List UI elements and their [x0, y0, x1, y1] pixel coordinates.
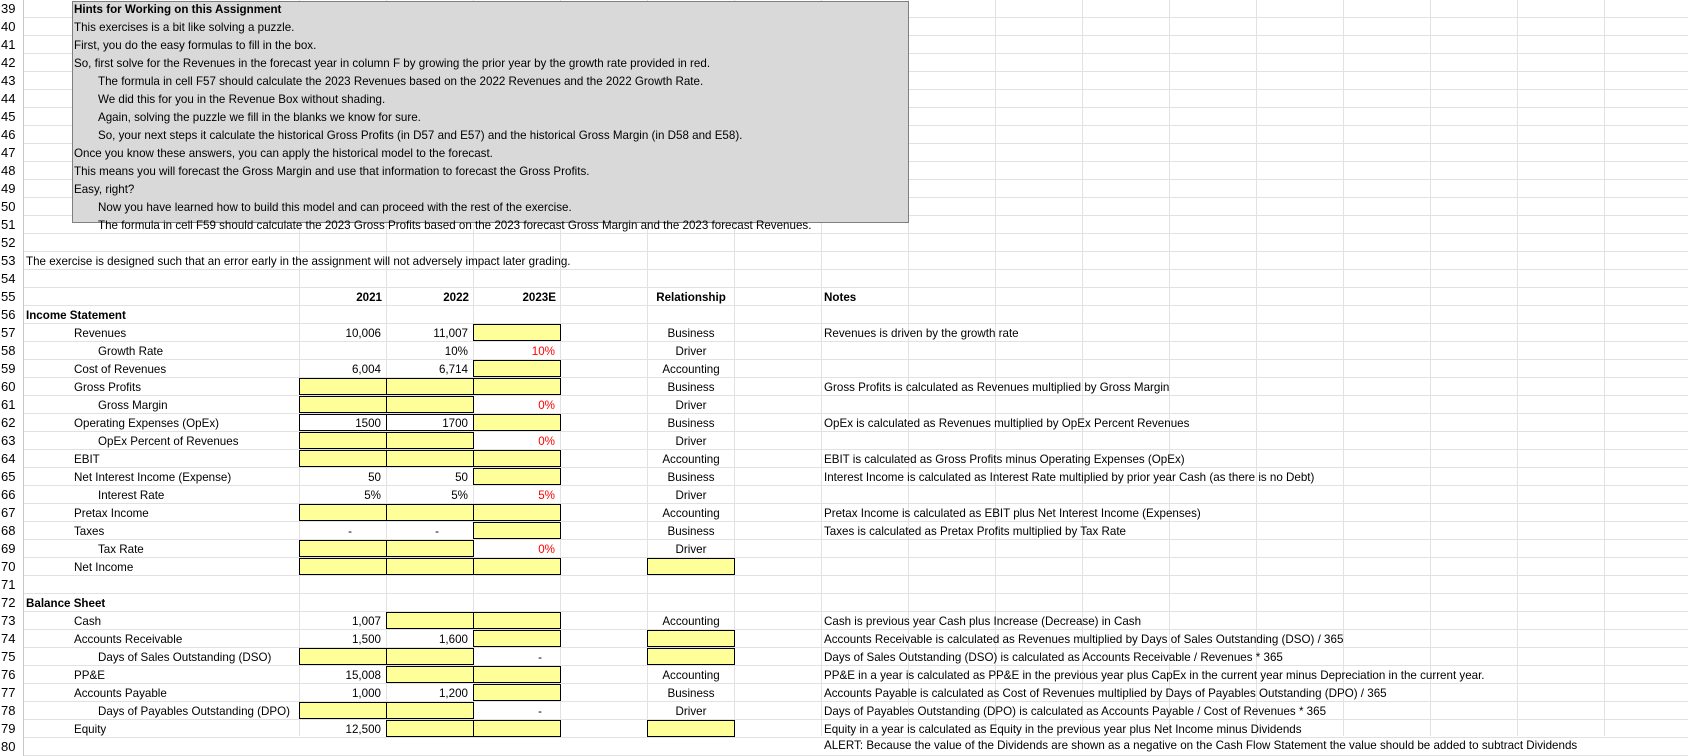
row-69[interactable]: [0, 540, 1688, 558]
row-header[interactable]: 78: [0, 702, 24, 720]
exercise-note[interactable]: The exercise is designed such that an error early in the assignment will not adversely impact later grading.: [26, 255, 571, 268]
note-62[interactable]: OpEx is calculated as Revenues multiplied by OpEx Percent Revenues: [824, 417, 1190, 430]
rel-65[interactable]: Business: [667, 471, 715, 484]
hints-title[interactable]: Hints for Working on this Assignment: [74, 3, 282, 16]
row-header[interactable]: 71: [0, 576, 24, 594]
cell-e68[interactable]: -: [435, 525, 439, 538]
rel-67[interactable]: Accounting: [662, 507, 720, 520]
input-e67[interactable]: [386, 504, 474, 521]
label-taxes[interactable]: Taxes: [74, 525, 105, 538]
note-64[interactable]: EBIT is calculated as Gross Profits minus Operating Expenses (OpEx): [824, 453, 1185, 466]
income-statement-title[interactable]: Income Statement: [26, 309, 126, 322]
rel-62[interactable]: Business: [667, 417, 715, 430]
hint-line[interactable]: The formula in cell F57 should calculate the 2023 Revenues based on the 2022 Revenues and the 2022 Growth Rate.: [98, 75, 704, 88]
hint-line[interactable]: This means you will forecast the Gross Margin and use that information to forecast the Gross Profits.: [74, 165, 590, 178]
row-header[interactable]: 66: [0, 486, 24, 504]
input-f70[interactable]: [473, 558, 561, 575]
cell-f78[interactable]: -: [538, 705, 542, 718]
rel-64[interactable]: Accounting: [662, 453, 720, 466]
input-d69[interactable]: [299, 540, 387, 557]
row-header[interactable]: 58: [0, 342, 24, 360]
hint-line[interactable]: First, you do the easy formulas to fill in the box.: [74, 39, 317, 52]
row-header[interactable]: 75: [0, 648, 24, 666]
label-cash[interactable]: Cash: [74, 615, 102, 628]
input-f77[interactable]: [473, 684, 561, 701]
row-header[interactable]: 68: [0, 522, 24, 540]
input-e69[interactable]: [386, 540, 474, 557]
hint-line[interactable]: Again, solving the puzzle we fill in the blanks we know for sure.: [98, 111, 421, 124]
note-74[interactable]: Accounts Receivable is calculated as Revenues multiplied by Days of Sales Outstanding (DSO) / 365: [824, 633, 1344, 646]
cell-d66[interactable]: 5%: [364, 489, 381, 502]
row-56[interactable]: [0, 306, 1688, 324]
label-pretax-income[interactable]: Pretax Income: [74, 507, 149, 520]
row-header[interactable]: 54: [0, 270, 24, 288]
input-e75[interactable]: [386, 648, 474, 665]
cell-d76[interactable]: 15,008: [345, 669, 381, 682]
cell-d65[interactable]: 50: [368, 471, 381, 484]
row-header[interactable]: 74: [0, 630, 24, 648]
input-e70[interactable]: [386, 558, 474, 575]
cell-d79[interactable]: 12,500: [345, 723, 381, 736]
input-f79[interactable]: [473, 720, 561, 737]
header-notes[interactable]: Notes: [824, 291, 857, 304]
row-72[interactable]: [0, 594, 1688, 612]
cell-d62-value[interactable]: 1500: [355, 417, 381, 430]
hint-line[interactable]: Now you have learned how to build this model and can proceed with the rest of the exercise.: [98, 201, 572, 214]
note-67[interactable]: Pretax Income is calculated as EBIT plus Net Interest Income (Expenses): [824, 507, 1201, 520]
row-header[interactable]: 61: [0, 396, 24, 414]
input-e73[interactable]: [386, 612, 474, 629]
label-equity[interactable]: Equity: [74, 723, 107, 736]
hint-line[interactable]: Easy, right?: [74, 183, 135, 196]
input-f74[interactable]: [473, 630, 561, 647]
cell-e62-value[interactable]: 1700: [442, 417, 468, 430]
row-63[interactable]: [0, 432, 1688, 450]
cell-e66[interactable]: 5%: [451, 489, 468, 502]
hint-line[interactable]: This exercises is a bit like solving a puzzle.: [74, 21, 295, 34]
row-header[interactable]: 43: [0, 72, 24, 90]
cell-f69[interactable]: 0%: [538, 543, 555, 556]
label-gross-profits[interactable]: Gross Profits: [74, 381, 141, 394]
row-header[interactable]: 59: [0, 360, 24, 378]
balance-sheet-title[interactable]: Balance Sheet: [26, 597, 106, 610]
label-cost-of-revenues[interactable]: Cost of Revenues: [74, 363, 167, 376]
row-header[interactable]: 65: [0, 468, 24, 486]
label-growth-rate[interactable]: Growth Rate: [98, 345, 164, 358]
cell-d68[interactable]: -: [348, 525, 352, 538]
label-opex-percent[interactable]: OpEx Percent of Revenues: [98, 435, 239, 448]
input-d63[interactable]: [299, 432, 387, 449]
header-relationship[interactable]: Relationship: [656, 291, 726, 304]
row-header[interactable]: 63: [0, 432, 24, 450]
cell-f63[interactable]: 0%: [538, 435, 555, 448]
row-70[interactable]: [0, 558, 1688, 576]
hint-line[interactable]: So, first solve for the Revenues in the forecast year in column F by growing the prior year by the growth rate provided in red.: [74, 57, 711, 70]
input-f64[interactable]: [473, 450, 561, 467]
cell-e57[interactable]: 11,007: [433, 327, 468, 340]
note-75[interactable]: Days of Sales Outstanding (DSO) is calculated as Accounts Receivable / Revenues * 365: [824, 651, 1283, 664]
row-header[interactable]: 48: [0, 162, 24, 180]
hint-line[interactable]: The formula in cell F59 should calculate the 2023 Gross Profits based on the 2023 forecast Gross Margin and the 2023 forecast Revenues.: [98, 219, 812, 232]
rel-60[interactable]: Business: [667, 381, 715, 394]
label-revenues[interactable]: Revenues: [74, 327, 127, 340]
row-header[interactable]: 56: [0, 306, 24, 324]
label-dso[interactable]: Days of Sales Outstanding (DSO): [98, 651, 272, 664]
row-header[interactable]: 69: [0, 540, 24, 558]
hint-line[interactable]: We did this for you in the Revenue Box without shading.: [98, 93, 386, 106]
label-accounts-receivable[interactable]: Accounts Receivable: [74, 633, 183, 646]
input-e78[interactable]: [386, 702, 474, 719]
rel-76[interactable]: Accounting: [662, 669, 720, 682]
cell-d73[interactable]: 1,007: [351, 615, 381, 628]
rel-78[interactable]: Driver: [675, 705, 707, 718]
input-d61[interactable]: [299, 396, 387, 413]
row-header[interactable]: 49: [0, 180, 24, 198]
input-e79[interactable]: [386, 720, 474, 737]
row-71[interactable]: [0, 576, 1688, 594]
input-d70[interactable]: [299, 558, 387, 575]
row-header[interactable]: 45: [0, 108, 24, 126]
row-header[interactable]: 55: [0, 288, 24, 306]
row-header[interactable]: 80: [0, 738, 24, 756]
input-f68[interactable]: [473, 522, 561, 539]
cell-e65[interactable]: 50: [455, 471, 468, 484]
row-52[interactable]: [0, 234, 1688, 252]
rel-77[interactable]: Business: [667, 687, 715, 700]
cell-d57[interactable]: 10,006: [345, 327, 381, 340]
input-e76[interactable]: [386, 666, 474, 683]
cell-f61[interactable]: 0%: [538, 399, 555, 412]
input-d60[interactable]: [299, 378, 387, 395]
cell-d74[interactable]: 1,500: [351, 633, 381, 646]
input-d67[interactable]: [299, 504, 387, 521]
note-73[interactable]: Cash is previous year Cash plus Increase (Decrease) in Cash: [824, 615, 1142, 628]
row-58[interactable]: [0, 342, 1688, 360]
cell-d77[interactable]: 1,000: [351, 687, 381, 700]
row-header[interactable]: 73: [0, 612, 24, 630]
input-f76[interactable]: [473, 666, 561, 683]
label-ebit[interactable]: EBIT: [74, 453, 100, 466]
input-d64[interactable]: [299, 450, 387, 467]
row-61[interactable]: [0, 396, 1688, 414]
cell-e59[interactable]: 6,714: [438, 363, 468, 376]
row-header[interactable]: 62: [0, 414, 24, 432]
row-header[interactable]: 53: [0, 252, 24, 270]
row-header[interactable]: 77: [0, 684, 24, 702]
row-header[interactable]: 39: [0, 0, 24, 18]
label-dpo[interactable]: Days of Payables Outstanding (DPO): [98, 705, 291, 718]
note-76[interactable]: PP&E in a year is calculated as PP&E in the previous year plus CapEx in the current year minus Depreciation in the current year.: [824, 669, 1485, 682]
row-header[interactable]: 60: [0, 378, 24, 396]
input-e60[interactable]: [386, 378, 474, 395]
row-54[interactable]: [0, 270, 1688, 288]
header-2023e[interactable]: 2023E: [522, 291, 556, 304]
hint-line[interactable]: Once you know these answers, you can apply the historical model to the forecast.: [74, 147, 493, 160]
label-accounts-payable[interactable]: Accounts Payable: [74, 687, 167, 700]
header-2022[interactable]: 2022: [443, 291, 469, 304]
header-2021[interactable]: 2021: [356, 291, 382, 304]
rel-73[interactable]: Accounting: [662, 615, 720, 628]
cell-e58[interactable]: 10%: [444, 345, 468, 358]
row-header[interactable]: 41: [0, 36, 24, 54]
row-header[interactable]: 46: [0, 126, 24, 144]
row-66[interactable]: [0, 486, 1688, 504]
rel-63[interactable]: Driver: [675, 435, 707, 448]
input-f57[interactable]: [473, 324, 561, 341]
row-59[interactable]: [0, 360, 1688, 378]
row-header[interactable]: 51: [0, 216, 24, 234]
label-gross-margin[interactable]: Gross Margin: [98, 399, 168, 412]
hint-line[interactable]: So, your next steps it calculate the historical Gross Profits (in D57 and E57) and the historical Gross Margin (in D58 and E58).: [98, 129, 743, 142]
note-65[interactable]: Interest Income is calculated as Interest Rate multiplied by prior year Cash (as there is no Debt): [824, 471, 1315, 484]
row-header[interactable]: 64: [0, 450, 24, 468]
note-60[interactable]: Gross Profits is calculated as Revenues multiplied by Gross Margin: [824, 381, 1170, 394]
row-header[interactable]: 76: [0, 666, 24, 684]
row-header[interactable]: 44: [0, 90, 24, 108]
cell-f58[interactable]: 10%: [531, 345, 555, 358]
note-68[interactable]: Taxes is calculated as Pretax Profits multiplied by Tax Rate: [824, 525, 1127, 538]
row-header[interactable]: 72: [0, 594, 24, 612]
input-f73[interactable]: [473, 612, 561, 629]
input-f62[interactable]: [473, 414, 561, 431]
rel-69[interactable]: Driver: [675, 543, 707, 556]
input-h79[interactable]: [647, 720, 735, 737]
cell-d59[interactable]: 6,004: [351, 363, 381, 376]
note-79[interactable]: Equity in a year is calculated as Equity in the previous year plus Net Income minus Dividends: [824, 723, 1302, 736]
label-ppe[interactable]: PP&E: [74, 669, 105, 682]
cell-e77[interactable]: 1,200: [438, 687, 468, 700]
rel-57[interactable]: Business: [667, 327, 715, 340]
input-f60[interactable]: [473, 378, 561, 395]
input-f59[interactable]: [473, 360, 561, 377]
label-net-interest[interactable]: Net Interest Income (Expense): [74, 471, 232, 484]
cell-f66[interactable]: 5%: [538, 489, 555, 502]
input-h75[interactable]: [647, 648, 735, 665]
cell-e74[interactable]: 1,600: [438, 633, 468, 646]
rel-58[interactable]: Driver: [675, 345, 707, 358]
rel-66[interactable]: Driver: [675, 489, 707, 502]
input-h70[interactable]: [647, 558, 735, 575]
input-d75[interactable]: [299, 648, 387, 665]
input-h74[interactable]: [647, 630, 735, 647]
label-net-income[interactable]: Net Income: [74, 561, 134, 574]
note-77[interactable]: Accounts Payable is calculated as Cost of Revenues multiplied by Days of Payables Outstanding (DPO) / 365: [824, 687, 1387, 700]
note-57[interactable]: Revenues is driven by the growth rate: [824, 327, 1019, 340]
input-f65[interactable]: [473, 468, 561, 485]
row-header[interactable]: 52: [0, 234, 24, 252]
note-80-alert[interactable]: ALERT: Because the value of the Dividends are shown as a negative on the Cash Flow Statement the value should be added to subtract Dividends: [824, 739, 1578, 752]
label-opex[interactable]: Operating Expenses (OpEx): [74, 417, 219, 430]
row-header[interactable]: 79: [0, 720, 24, 738]
input-e63[interactable]: [386, 432, 474, 449]
label-tax-rate[interactable]: Tax Rate: [98, 543, 144, 556]
note-78[interactable]: Days of Payables Outstanding (DPO) is calculated as Accounts Payable / Cost of Revenues * 365: [824, 705, 1327, 718]
row-header[interactable]: 47: [0, 144, 24, 162]
row-header[interactable]: 40: [0, 18, 24, 36]
cell-f75[interactable]: -: [538, 651, 542, 664]
label-interest-rate[interactable]: Interest Rate: [98, 489, 165, 502]
row-header[interactable]: 50: [0, 198, 24, 216]
rel-68[interactable]: Business: [667, 525, 715, 538]
row-header[interactable]: 57: [0, 324, 24, 342]
row-header[interactable]: 67: [0, 504, 24, 522]
input-f67[interactable]: [473, 504, 561, 521]
row-header[interactable]: 70: [0, 558, 24, 576]
input-e61[interactable]: [386, 396, 474, 413]
row-header[interactable]: 42: [0, 54, 24, 72]
input-d78[interactable]: [299, 702, 387, 719]
input-e64[interactable]: [386, 450, 474, 467]
rel-61[interactable]: Driver: [675, 399, 707, 412]
rel-59[interactable]: Accounting: [662, 363, 720, 376]
